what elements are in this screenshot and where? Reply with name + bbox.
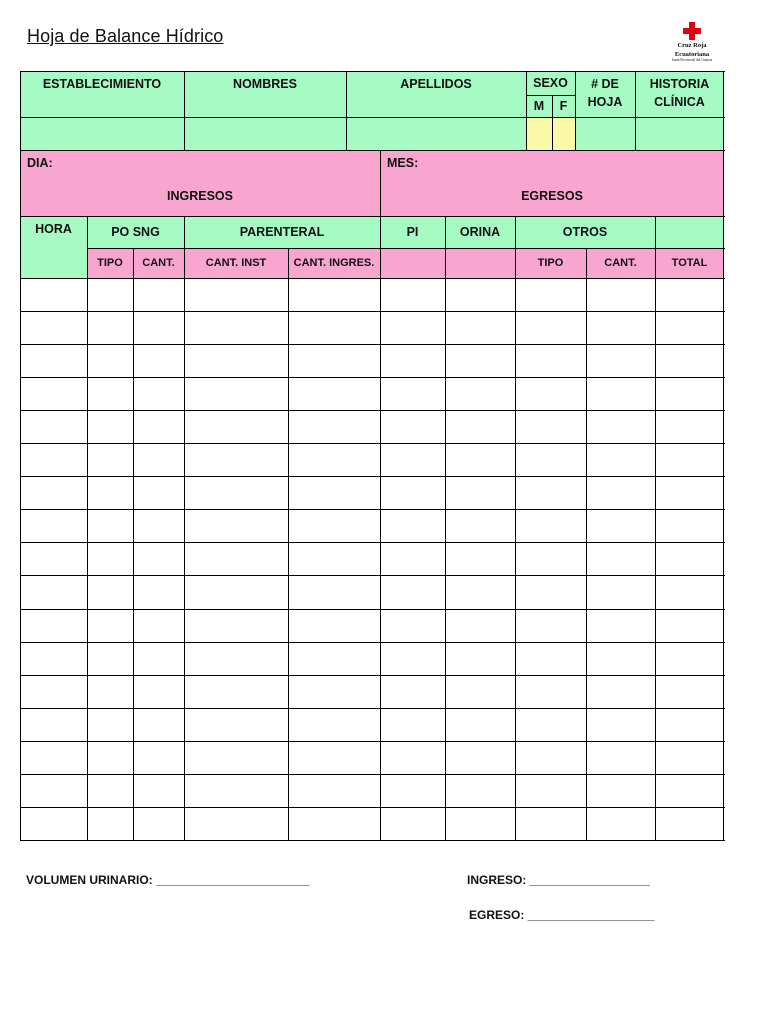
cant-ingres-cell[interactable] xyxy=(288,775,380,808)
cant-ingres-cell[interactable] xyxy=(288,576,380,609)
otros-tipo-cell[interactable] xyxy=(515,808,586,841)
pi-cell[interactable] xyxy=(380,543,445,576)
otros-cant-cell[interactable] xyxy=(586,741,655,774)
grid-line xyxy=(20,807,725,808)
grid-line xyxy=(133,278,134,841)
grid-line xyxy=(552,95,553,150)
grid-line xyxy=(586,278,587,841)
po-tipo-cell[interactable] xyxy=(87,576,133,609)
po-cant-cell[interactable] xyxy=(133,708,184,741)
otros-cant-cell[interactable] xyxy=(586,344,655,377)
total-cell[interactable] xyxy=(655,675,724,708)
grid-line xyxy=(20,542,725,543)
sexo-m-header: M xyxy=(526,95,552,117)
orina-cell[interactable] xyxy=(445,675,515,708)
orina-cell[interactable] xyxy=(445,477,515,510)
otros-cant-cell[interactable] xyxy=(586,576,655,609)
cruz-roja-logo xyxy=(664,22,720,68)
po-cant-cell[interactable] xyxy=(133,741,184,774)
establecimiento-header: ESTABLECIMIENTO xyxy=(20,71,184,117)
otros-cant-header: CANT. xyxy=(586,248,655,278)
otros-tipo-cell[interactable] xyxy=(515,543,586,576)
po-tipo-cell[interactable] xyxy=(87,344,133,377)
po-tipo-cell[interactable] xyxy=(87,808,133,841)
logo-subtitle: Junta Provincial del Guayas xyxy=(671,58,713,62)
otros-cant-cell[interactable] xyxy=(586,311,655,344)
cant-inst-cell[interactable] xyxy=(184,675,288,708)
orina-cell[interactable] xyxy=(445,543,515,576)
grid-line xyxy=(184,216,185,278)
total-cell[interactable] xyxy=(655,477,724,510)
cant-inst-cell[interactable] xyxy=(184,278,288,311)
po-sng-header: PO SNG xyxy=(87,216,184,248)
cant-inst-cell[interactable] xyxy=(184,377,288,410)
egresos-label: EGRESOS xyxy=(521,189,583,203)
po-tipo-cell[interactable] xyxy=(87,609,133,642)
grid-line xyxy=(87,278,88,841)
red-cross-icon xyxy=(683,22,701,40)
orina-cell[interactable] xyxy=(445,708,515,741)
total-cell[interactable] xyxy=(655,708,724,741)
grid-line xyxy=(20,774,725,775)
hora-cell[interactable] xyxy=(20,675,87,708)
total-cell[interactable] xyxy=(655,576,724,609)
orina-cell[interactable] xyxy=(445,510,515,543)
po-tipo-cell[interactable] xyxy=(87,444,133,477)
po-cant-cell[interactable] xyxy=(133,410,184,443)
grid-line xyxy=(723,278,724,841)
logo-name-line2: Ecuatoriana xyxy=(674,51,710,58)
pi-cell[interactable] xyxy=(380,477,445,510)
grid-line xyxy=(20,741,725,742)
pi-cell[interactable] xyxy=(380,278,445,311)
grid-line xyxy=(133,248,134,278)
total-cell[interactable] xyxy=(655,311,724,344)
grid-line xyxy=(20,278,21,841)
po-tipo-cell[interactable] xyxy=(87,377,133,410)
pi-cell[interactable] xyxy=(380,609,445,642)
mes-label: MES: xyxy=(387,156,419,170)
cant-ingres-cell[interactable] xyxy=(288,708,380,741)
pi-cell[interactable] xyxy=(380,741,445,774)
fluid-balance-table xyxy=(20,71,724,837)
hora-cell[interactable] xyxy=(20,543,87,576)
po-cant-cell[interactable] xyxy=(133,609,184,642)
apellidos-field[interactable] xyxy=(346,117,526,150)
grid-line xyxy=(655,278,656,841)
cant-ingres-cell[interactable] xyxy=(288,609,380,642)
grid-line xyxy=(20,410,725,411)
cant-ingres-cell[interactable] xyxy=(288,510,380,543)
orina-cell[interactable] xyxy=(445,410,515,443)
grid-line xyxy=(515,278,516,841)
otros-tipo-cell[interactable] xyxy=(515,477,586,510)
orina-cell[interactable] xyxy=(445,609,515,642)
grid-line xyxy=(87,216,88,278)
po-cant-cell[interactable] xyxy=(133,344,184,377)
grid-line xyxy=(20,311,725,312)
hora-header: HORA xyxy=(20,216,87,278)
pi-cell[interactable] xyxy=(380,377,445,410)
otros-tipo-cell[interactable] xyxy=(515,444,586,477)
po-cant-cell[interactable] xyxy=(133,576,184,609)
po-cant-cell[interactable] xyxy=(133,477,184,510)
cant-header: CANT. xyxy=(133,248,184,278)
cant-inst-cell[interactable] xyxy=(184,741,288,774)
hora-cell[interactable] xyxy=(20,344,87,377)
hora-cell[interactable] xyxy=(20,444,87,477)
total-cell[interactable] xyxy=(655,344,724,377)
otros-cant-cell[interactable] xyxy=(586,609,655,642)
num-hoja-header: # DE HOJA xyxy=(575,71,635,117)
grid-line xyxy=(380,216,381,278)
establecimiento-field[interactable] xyxy=(20,117,184,150)
total-cell[interactable] xyxy=(655,609,724,642)
grid-line xyxy=(20,609,725,610)
grid-line xyxy=(20,708,725,709)
grid-line xyxy=(723,71,724,150)
grid-line xyxy=(20,216,725,217)
historia-clinica-field[interactable] xyxy=(635,117,724,150)
hora-cell[interactable] xyxy=(20,510,87,543)
hora-cell[interactable] xyxy=(20,576,87,609)
po-tipo-cell[interactable] xyxy=(87,510,133,543)
hora-cell[interactable] xyxy=(20,477,87,510)
ingreso-field[interactable]: INGRESO: __________________ xyxy=(467,873,650,887)
cant-inst-cell[interactable] xyxy=(184,344,288,377)
cant-inst-cell[interactable] xyxy=(184,576,288,609)
grid-line xyxy=(20,476,725,477)
cant-inst-cell[interactable] xyxy=(184,808,288,841)
cant-ingres-cell[interactable] xyxy=(288,444,380,477)
grid-line xyxy=(655,216,656,278)
grid-line xyxy=(20,150,21,216)
cant-ingres-cell[interactable] xyxy=(288,808,380,841)
cant-inst-cell[interactable] xyxy=(184,775,288,808)
hora-cell[interactable] xyxy=(20,410,87,443)
cant-inst-header: CANT. INST xyxy=(184,248,288,278)
orina-cell[interactable] xyxy=(445,344,515,377)
po-cant-cell[interactable] xyxy=(133,675,184,708)
hora-cell[interactable] xyxy=(20,708,87,741)
pi-cell[interactable] xyxy=(380,410,445,443)
volumen-urinario-field[interactable]: VOLUMEN URINARIO: _______________________ xyxy=(26,873,310,887)
otros-cant-cell[interactable] xyxy=(586,775,655,808)
otros-tipo-cell[interactable] xyxy=(515,410,586,443)
grid-line xyxy=(20,642,725,643)
cant-ingres-cell[interactable] xyxy=(288,311,380,344)
grid-line xyxy=(380,150,381,216)
otros-cant-cell[interactable] xyxy=(586,642,655,675)
sexo-f-header: F xyxy=(552,95,575,117)
cant-inst-cell[interactable] xyxy=(184,410,288,443)
pi-cell[interactable] xyxy=(380,510,445,543)
grid-line xyxy=(20,71,725,72)
total-cell[interactable] xyxy=(655,775,724,808)
otros-tipo-cell[interactable] xyxy=(515,576,586,609)
pi-cell[interactable] xyxy=(380,311,445,344)
orina-cell[interactable] xyxy=(445,775,515,808)
hora-cell[interactable] xyxy=(20,741,87,774)
otros-cant-cell[interactable] xyxy=(586,444,655,477)
tipo-header: TIPO xyxy=(87,248,133,278)
otros-cant-cell[interactable] xyxy=(586,278,655,311)
orina-cell[interactable] xyxy=(445,576,515,609)
historia-clinica-header: HISTORIA CLÍNICA xyxy=(635,71,724,117)
pi-cell[interactable] xyxy=(380,444,445,477)
cant-inst-cell[interactable] xyxy=(184,444,288,477)
page-title: Hoja de Balance Hídrico xyxy=(27,26,224,46)
cant-ingres-cell[interactable] xyxy=(288,377,380,410)
pi-cell[interactable] xyxy=(380,642,445,675)
orina-cell[interactable] xyxy=(445,808,515,841)
otros-tipo-header: TIPO xyxy=(515,248,586,278)
otros-tipo-cell[interactable] xyxy=(515,741,586,774)
ingresos-label: INGRESOS xyxy=(167,189,233,203)
otros-tipo-cell[interactable] xyxy=(515,609,586,642)
grid-line xyxy=(20,675,725,676)
total-cell[interactable] xyxy=(655,410,724,443)
apellidos-header: APELLIDOS xyxy=(346,71,526,117)
dia-label: DIA: xyxy=(27,156,53,170)
grid-line xyxy=(20,117,725,118)
cant-ingres-cell[interactable] xyxy=(288,543,380,576)
total-cell[interactable] xyxy=(655,642,724,675)
sexo-m-field[interactable] xyxy=(526,117,552,150)
nombres-field[interactable] xyxy=(184,117,346,150)
grid-line xyxy=(575,71,576,150)
po-cant-cell[interactable] xyxy=(133,278,184,311)
cant-ingres-cell[interactable] xyxy=(288,675,380,708)
total-cell[interactable] xyxy=(655,278,724,311)
sexo-f-field[interactable] xyxy=(552,117,575,150)
po-cant-cell[interactable] xyxy=(133,311,184,344)
egreso-field[interactable]: EGRESO: ___________________ xyxy=(469,908,655,922)
otros-tipo-cell[interactable] xyxy=(515,278,586,311)
hora-cell[interactable] xyxy=(20,775,87,808)
po-cant-cell[interactable] xyxy=(133,510,184,543)
total-cell[interactable] xyxy=(655,510,724,543)
grid-line xyxy=(515,216,516,278)
po-tipo-cell[interactable] xyxy=(87,775,133,808)
cant-inst-cell[interactable] xyxy=(184,543,288,576)
total-cell[interactable] xyxy=(655,543,724,576)
po-tipo-cell[interactable] xyxy=(87,278,133,311)
otros-cant-cell[interactable] xyxy=(586,675,655,708)
orina-cell[interactable] xyxy=(445,278,515,311)
otros-cant-cell[interactable] xyxy=(586,477,655,510)
otros-cant-cell[interactable] xyxy=(586,510,655,543)
otros-tipo-cell[interactable] xyxy=(515,311,586,344)
grid-line xyxy=(20,71,21,150)
grid-line xyxy=(20,575,725,576)
grid-line xyxy=(723,150,724,216)
total-cell[interactable] xyxy=(655,808,724,841)
po-cant-cell[interactable] xyxy=(133,543,184,576)
total-cell[interactable] xyxy=(655,444,724,477)
pi-header: PI xyxy=(380,216,445,248)
grid-line xyxy=(586,248,587,278)
cant-inst-cell[interactable] xyxy=(184,609,288,642)
grid-line xyxy=(526,71,527,150)
grid-line xyxy=(184,71,185,150)
otros-tipo-cell[interactable] xyxy=(515,675,586,708)
grid-line xyxy=(20,509,725,510)
grid-line xyxy=(635,71,636,150)
cant-inst-cell[interactable] xyxy=(184,311,288,344)
cant-ingres-cell[interactable] xyxy=(288,410,380,443)
hora-cell[interactable] xyxy=(20,642,87,675)
hora-cell[interactable] xyxy=(20,808,87,841)
nombres-header: NOMBRES xyxy=(184,71,346,117)
otros-cant-cell[interactable] xyxy=(586,377,655,410)
grid-line xyxy=(20,840,725,841)
po-tipo-cell[interactable] xyxy=(87,675,133,708)
hora-cell[interactable] xyxy=(20,377,87,410)
po-tipo-cell[interactable] xyxy=(87,741,133,774)
pi-cell[interactable] xyxy=(380,775,445,808)
po-cant-cell[interactable] xyxy=(133,642,184,675)
orina-cell[interactable] xyxy=(445,444,515,477)
otros-tipo-cell[interactable] xyxy=(515,377,586,410)
hora-cell[interactable] xyxy=(20,278,87,311)
grid-line xyxy=(20,377,725,378)
otros-tipo-cell[interactable] xyxy=(515,510,586,543)
cant-ingres-cell[interactable] xyxy=(288,278,380,311)
orina-sub-header xyxy=(445,248,515,278)
total-group-header xyxy=(655,216,724,248)
cant-inst-cell[interactable] xyxy=(184,510,288,543)
cant-inst-cell[interactable] xyxy=(184,642,288,675)
po-cant-cell[interactable] xyxy=(133,377,184,410)
sexo-header: SEXO xyxy=(526,71,575,95)
total-cell[interactable] xyxy=(655,741,724,774)
pi-cell[interactable] xyxy=(380,576,445,609)
grid-line xyxy=(20,216,21,278)
cant-ingres-cell[interactable] xyxy=(288,741,380,774)
otros-tipo-cell[interactable] xyxy=(515,775,586,808)
cant-ingres-cell[interactable] xyxy=(288,344,380,377)
po-tipo-cell[interactable] xyxy=(87,708,133,741)
total-cell[interactable] xyxy=(655,377,724,410)
po-cant-cell[interactable] xyxy=(133,808,184,841)
grid-line xyxy=(445,278,446,841)
po-tipo-cell[interactable] xyxy=(87,477,133,510)
pi-cell[interactable] xyxy=(380,675,445,708)
otros-cant-cell[interactable] xyxy=(586,410,655,443)
otros-tipo-cell[interactable] xyxy=(515,708,586,741)
logo-name: Cruz Roja xyxy=(677,42,707,49)
num-hoja-field[interactable] xyxy=(575,117,635,150)
orina-cell[interactable] xyxy=(445,741,515,774)
pi-cell[interactable] xyxy=(380,708,445,741)
cant-ingres-cell[interactable] xyxy=(288,642,380,675)
po-cant-cell[interactable] xyxy=(133,775,184,808)
pi-cell[interactable] xyxy=(380,344,445,377)
grid-line xyxy=(723,216,724,278)
grid-line xyxy=(20,150,725,151)
cant-inst-cell[interactable] xyxy=(184,477,288,510)
total-header: TOTAL xyxy=(655,248,724,278)
po-tipo-cell[interactable] xyxy=(87,410,133,443)
cant-ingres-cell[interactable] xyxy=(288,477,380,510)
otros-header: OTROS xyxy=(515,216,655,248)
parenteral-header: PARENTERAL xyxy=(184,216,380,248)
hora-cell[interactable] xyxy=(20,311,87,344)
grid-line xyxy=(288,248,289,278)
cant-inst-cell[interactable] xyxy=(184,708,288,741)
otros-cant-cell[interactable] xyxy=(586,708,655,741)
grid-line xyxy=(288,278,289,841)
grid-line xyxy=(380,278,381,841)
orina-header: ORINA xyxy=(445,216,515,248)
orina-cell[interactable] xyxy=(445,311,515,344)
grid-line xyxy=(20,278,725,279)
otros-cant-cell[interactable] xyxy=(586,808,655,841)
pi-cell[interactable] xyxy=(380,808,445,841)
hora-cell[interactable] xyxy=(20,609,87,642)
grid-line xyxy=(445,216,446,278)
cant-ingres-header: CANT. INGRES. xyxy=(288,248,380,278)
po-tipo-cell[interactable] xyxy=(87,543,133,576)
otros-tipo-cell[interactable] xyxy=(515,344,586,377)
orina-cell[interactable] xyxy=(445,377,515,410)
grid-line xyxy=(20,344,725,345)
po-tipo-cell[interactable] xyxy=(87,642,133,675)
orina-cell[interactable] xyxy=(445,642,515,675)
grid-line xyxy=(184,278,185,841)
po-tipo-cell[interactable] xyxy=(87,311,133,344)
po-cant-cell[interactable] xyxy=(133,444,184,477)
grid-line xyxy=(346,71,347,150)
otros-tipo-cell[interactable] xyxy=(515,642,586,675)
grid-line xyxy=(20,443,725,444)
otros-cant-cell[interactable] xyxy=(586,543,655,576)
pi-sub-header xyxy=(380,248,445,278)
